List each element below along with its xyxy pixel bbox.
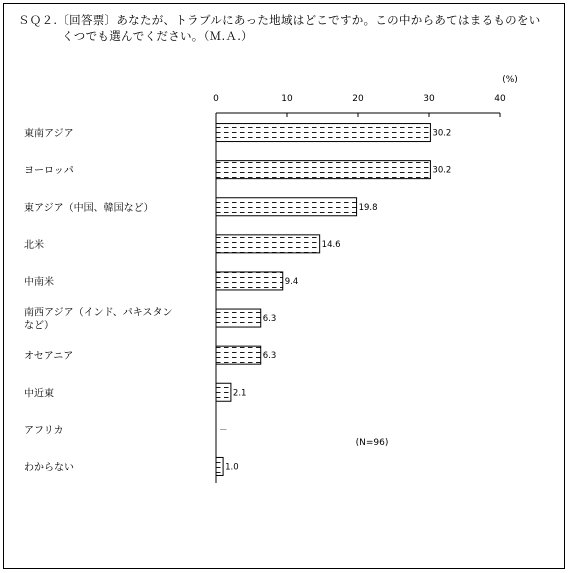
x-tick-label: 0 (213, 94, 219, 104)
x-tick-label: 30 (423, 94, 435, 104)
category-label: ヨーロッパ (24, 165, 74, 177)
bar-value-label: 2.1 (232, 388, 247, 399)
category-label: 南西アジア（インド、パキスタン (24, 307, 173, 319)
question-line-1: ＳＱ２.〔回答票〕あなたが、トラブルにあった地域はどこですか。この中からあてはまるものをい (18, 13, 541, 27)
bar-value-label: 6.3 (262, 314, 277, 325)
bar-value-label: 9.4 (284, 276, 299, 287)
bar-value-label: － (219, 425, 228, 436)
bar (216, 272, 283, 290)
category-label: 東南アジア (24, 128, 74, 140)
bar-value-label: 14.6 (321, 239, 341, 250)
category-label: 中近東 (24, 388, 54, 400)
bar (216, 235, 320, 253)
x-tick-label: 20 (352, 94, 364, 104)
category-label: など） (24, 320, 54, 332)
bar (216, 309, 261, 327)
bar (216, 383, 231, 401)
x-tick-label: 10 (281, 94, 293, 104)
category-label: 北米 (24, 239, 44, 251)
bar (216, 457, 223, 475)
bar-value-label: 19.8 (358, 202, 378, 213)
category-labels (24, 127, 173, 474)
bars (216, 124, 430, 476)
bar (216, 161, 430, 179)
category-label: オセアニア (24, 351, 74, 363)
bar (216, 346, 261, 364)
category-label: わからない (24, 462, 74, 474)
bar-value-label: 6.3 (262, 351, 277, 362)
bar-value-label: 30.2 (432, 128, 452, 139)
category-label: 東アジア（中国、韓国など） (24, 202, 154, 214)
category-label: 中南米 (24, 276, 54, 288)
bar (216, 198, 357, 216)
value-labels (219, 129, 451, 473)
unit-label: (%) (502, 75, 518, 85)
x-tick-label: 40 (494, 94, 506, 104)
bar-value-label: 1.0 (225, 462, 239, 473)
question-line-2: くつでも選んでください。（Ｍ.Ａ.） (62, 29, 253, 43)
bar (216, 124, 430, 142)
bar-value-label: 30.2 (432, 165, 452, 176)
sample-size-note: (N=96) (355, 438, 389, 448)
category-label: アフリカ (24, 425, 64, 437)
